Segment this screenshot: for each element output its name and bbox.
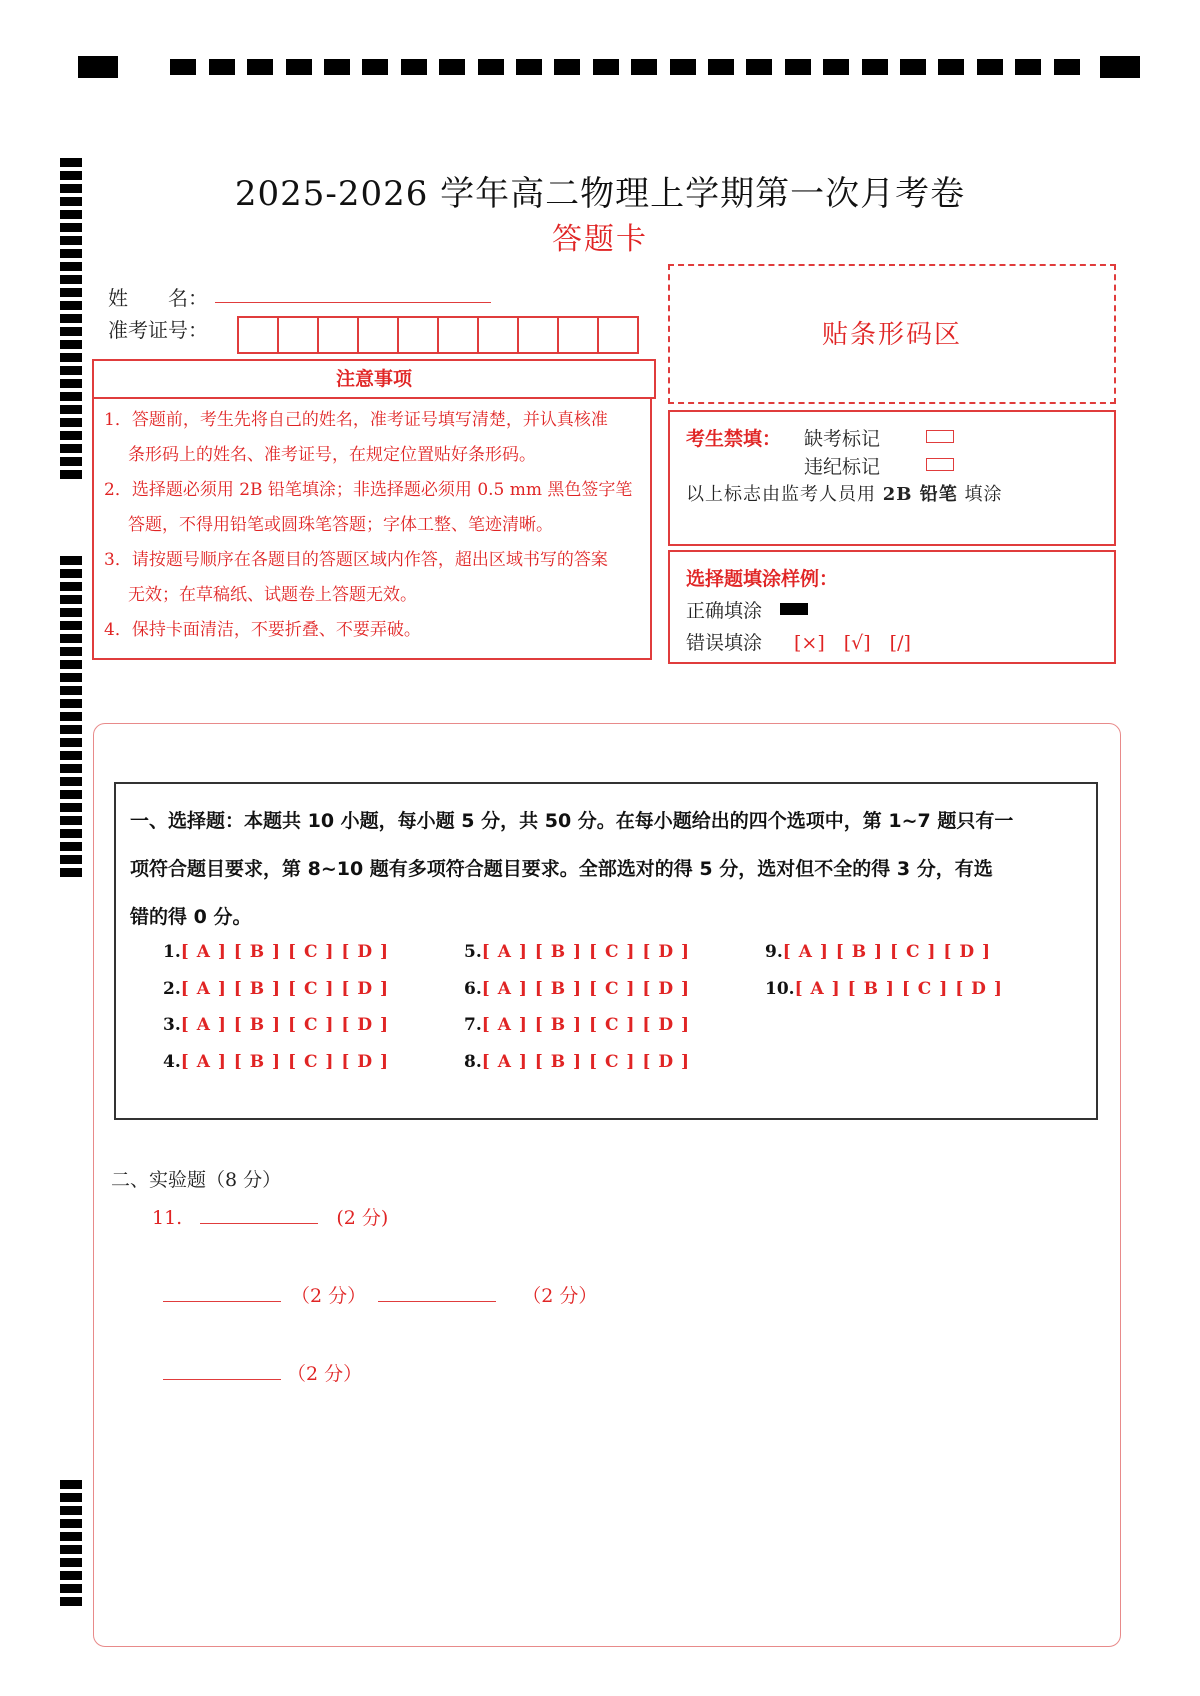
notice-line: 3．请按题号顺序在各题目的答题区域内作答，超出区域书写的答案 — [104, 550, 608, 570]
mc-question-6[interactable] — [464, 979, 690, 999]
answer-options[interactable]: [ A ] [ B ] [ C ] [ D ] — [782, 942, 992, 962]
score-label: （2 分） — [522, 1285, 598, 1307]
notice-title: 注意事项 — [335, 368, 412, 390]
wrong-fill-marks: [×] [√] [/] — [794, 632, 911, 654]
timing-mark — [60, 340, 82, 349]
q11-line-2 — [163, 1281, 597, 1308]
timing-mark — [60, 1597, 82, 1606]
timing-mark — [60, 1584, 82, 1593]
sample-title: 选择题填涂样例： — [686, 568, 839, 590]
timing-mark — [60, 418, 82, 427]
answer-options[interactable]: [ A ] [ B ] [ C ] [ D ] — [481, 942, 691, 962]
timing-mark — [60, 1506, 82, 1515]
id-digit-cell[interactable] — [397, 316, 439, 354]
timing-mark — [401, 59, 427, 75]
timing-mark — [60, 262, 82, 271]
answer-blank[interactable] — [163, 1283, 281, 1302]
timing-mark — [60, 1558, 82, 1567]
answer-options[interactable]: [ A ] [ B ] [ C ] [ D ] — [481, 979, 691, 999]
q11-number: 11. — [152, 1207, 183, 1229]
timing-mark — [60, 868, 82, 877]
answer-sheet-subtitle: 答题卡 — [552, 222, 648, 257]
timing-mark — [60, 444, 82, 453]
timing-mark — [938, 59, 964, 75]
timing-mark — [785, 59, 811, 75]
question-number: 3. — [163, 1015, 181, 1035]
notice-line: 答题，不得用铅笔或圆珠笔答题；字体工整、笔迹清晰。 — [128, 515, 553, 535]
forbidden-note — [686, 480, 1002, 506]
mc-question-8[interactable] — [464, 1052, 690, 1072]
mc-instruction-line: 错的得 0 分。 — [130, 906, 252, 928]
correct-fill-mark — [780, 603, 808, 615]
notice-title-box — [92, 359, 656, 399]
timing-mark — [60, 790, 82, 799]
timing-mark — [60, 738, 82, 747]
timing-mark — [60, 405, 82, 414]
question-number: 8. — [464, 1052, 482, 1072]
id-digit-cell[interactable] — [317, 316, 359, 354]
timing-mark — [1100, 56, 1140, 78]
absent-mark-box[interactable] — [926, 430, 954, 443]
timing-mark — [60, 608, 82, 617]
timing-mark — [593, 59, 619, 75]
id-digit-cell[interactable] — [557, 316, 599, 354]
answer-options[interactable]: [ A ] [ B ] [ C ] [ D ] — [180, 942, 390, 962]
timing-mark — [60, 1480, 82, 1489]
barcode-label: 贴条形码区 — [821, 320, 962, 350]
answer-blank[interactable] — [200, 1205, 318, 1224]
mc-question-4[interactable] — [163, 1052, 389, 1072]
correct-fill-label: 正确填涂 — [686, 600, 763, 622]
timing-mark — [862, 59, 888, 75]
timing-mark — [823, 59, 849, 75]
notice-line: 4．保持卡面清洁，不要折叠、不要弄破。 — [104, 620, 421, 640]
timing-mark — [60, 634, 82, 643]
notice-box — [92, 397, 652, 660]
timing-mark — [60, 582, 82, 591]
timing-mark — [1054, 59, 1080, 75]
violation-mark-label: 违纪标记 — [804, 456, 881, 478]
timing-mark — [60, 699, 82, 708]
name-label: 姓 名： — [108, 286, 208, 310]
mc-question-5[interactable] — [464, 942, 690, 962]
mc-instruction-line: 项符合题目要求，第 8~10 题有多项符合题目要求。全部选对的得 5 分，选对但不全的得 3 分，有选 — [130, 858, 993, 880]
answer-options[interactable]: [ A ] [ B ] [ C ] [ D ] — [481, 1052, 691, 1072]
timing-mark — [170, 59, 196, 75]
top-timing-marks — [78, 56, 1140, 78]
fill-sample-box — [668, 550, 1116, 664]
timing-mark — [516, 59, 542, 75]
timing-mark — [60, 621, 82, 630]
timing-mark — [478, 59, 504, 75]
id-number-cells[interactable] — [237, 316, 637, 354]
question-number: 9. — [765, 942, 783, 962]
timing-mark — [60, 301, 82, 310]
timing-mark — [60, 777, 82, 786]
mc-instruction-line: 一、选择题：本题共 10 小题，每小题 5 分，共 50 分。在每小题给出的四个选项中，第 1~7 题只有一 — [130, 810, 1014, 832]
timing-mark — [60, 275, 82, 284]
timing-mark — [60, 457, 82, 466]
timing-mark — [60, 327, 82, 336]
answer-options[interactable]: [ A ] [ B ] [ C ] [ D ] — [180, 979, 390, 999]
id-digit-cell[interactable] — [277, 316, 319, 354]
q11-line-3 — [163, 1359, 362, 1386]
timing-mark — [60, 686, 82, 695]
timing-mark — [60, 1519, 82, 1528]
barcode-area — [668, 264, 1116, 404]
timing-mark — [60, 725, 82, 734]
score-label: (2 分) — [336, 1207, 389, 1229]
name-field[interactable] — [215, 302, 491, 303]
timing-mark — [60, 431, 82, 440]
timing-mark — [60, 595, 82, 604]
question-number: 2. — [163, 979, 181, 999]
forbidden-note-b: 2B 铅笔 — [882, 484, 958, 505]
timing-mark — [708, 59, 734, 75]
mc-question-3[interactable] — [163, 1015, 389, 1035]
timing-mark — [362, 59, 388, 75]
absent-mark-label: 缺考标记 — [804, 428, 881, 450]
q11-line-1 — [152, 1203, 388, 1230]
exam-title: 2025-2026 学年高二物理上学期第一次月考卷 — [234, 174, 966, 214]
timing-mark — [60, 366, 82, 375]
notice-line: 2．选择题必须用 2B 铅笔填涂；非选择题必须用 0.5 mm 黑色签字笔 — [104, 480, 633, 500]
timing-mark — [60, 1571, 82, 1580]
timing-mark — [977, 59, 1003, 75]
timing-mark — [60, 353, 82, 362]
id-digit-cell[interactable] — [517, 316, 559, 354]
timing-mark — [60, 392, 82, 401]
question-number: 1. — [163, 942, 181, 962]
timing-mark — [60, 379, 82, 388]
timing-mark — [286, 59, 312, 75]
answer-options[interactable]: [ A ] [ B ] [ C ] [ D ] — [180, 1052, 390, 1072]
id-label: 准考证号： — [108, 318, 208, 342]
timing-mark — [900, 59, 926, 75]
score-label: （2 分） — [287, 1363, 363, 1385]
timing-mark — [1015, 59, 1041, 75]
forbidden-note-c: 填涂 — [964, 484, 1003, 505]
timing-mark — [247, 59, 273, 75]
mc-question-7[interactable] — [464, 1015, 690, 1035]
timing-mark — [439, 59, 465, 75]
forbidden-box — [668, 410, 1116, 546]
timing-mark — [60, 314, 82, 323]
timing-mark — [60, 470, 82, 479]
question-number: 7. — [464, 1015, 482, 1035]
timing-mark — [60, 842, 82, 851]
timing-mark — [324, 59, 350, 75]
violation-mark-box[interactable] — [926, 458, 954, 471]
timing-mark — [60, 803, 82, 812]
notice-line: 1．答题前，考生先将自己的姓名，准考证号填写清楚，并认真核准 — [104, 410, 608, 430]
notice-line: 无效；在草稿纸、试题卷上答题无效。 — [128, 585, 417, 605]
mc-question-1[interactable] — [163, 942, 389, 962]
answer-blank[interactable] — [378, 1283, 496, 1302]
timing-mark — [631, 59, 657, 75]
timing-mark — [209, 59, 235, 75]
timing-mark — [60, 1493, 82, 1502]
id-digit-cell[interactable] — [477, 316, 519, 354]
forbidden-note-a: 以上标志由监考人员用 — [686, 484, 876, 505]
wrong-fill-label: 错误填涂 — [686, 632, 763, 654]
id-digit-cell[interactable] — [597, 316, 639, 354]
timing-mark — [60, 712, 82, 721]
answer-options[interactable]: [ A ] [ B ] [ C ] [ D ] — [180, 1015, 390, 1035]
mc-question-10[interactable] — [765, 979, 1003, 999]
mc-question-2[interactable] — [163, 979, 389, 999]
timing-mark — [60, 1545, 82, 1554]
answer-blank[interactable] — [163, 1361, 281, 1380]
timing-mark — [60, 569, 82, 578]
timing-mark — [60, 288, 82, 297]
mc-question-9[interactable] — [765, 942, 991, 962]
timing-mark — [670, 59, 696, 75]
timing-mark — [60, 751, 82, 760]
id-digit-cell[interactable] — [237, 316, 279, 354]
answer-options[interactable]: [ A ] [ B ] [ C ] [ D ] — [481, 1015, 691, 1035]
timing-mark — [60, 816, 82, 825]
timing-mark — [60, 829, 82, 838]
question-number: 4. — [163, 1052, 181, 1072]
question-number: 10. — [765, 979, 795, 999]
timing-mark — [60, 556, 82, 565]
score-label: （2 分） — [291, 1285, 367, 1307]
experiment-section-title: 二、实验题（8 分） — [111, 1169, 282, 1191]
timing-mark — [60, 660, 82, 669]
timing-mark — [78, 56, 118, 78]
question-number: 6. — [464, 979, 482, 999]
answer-options[interactable]: [ A ] [ B ] [ C ] [ D ] — [794, 979, 1003, 999]
id-digit-cell[interactable] — [357, 316, 399, 354]
timing-mark — [554, 59, 580, 75]
question-number: 5. — [464, 942, 482, 962]
timing-mark — [60, 1532, 82, 1541]
id-digit-cell[interactable] — [437, 316, 479, 354]
timing-mark — [60, 647, 82, 656]
forbidden-label: 考生禁填： — [686, 428, 782, 450]
timing-mark — [60, 764, 82, 773]
timing-mark — [60, 855, 82, 864]
timing-mark — [746, 59, 772, 75]
timing-mark — [60, 673, 82, 682]
notice-line: 条形码上的姓名、准考证号，在规定位置贴好条形码。 — [128, 445, 536, 465]
